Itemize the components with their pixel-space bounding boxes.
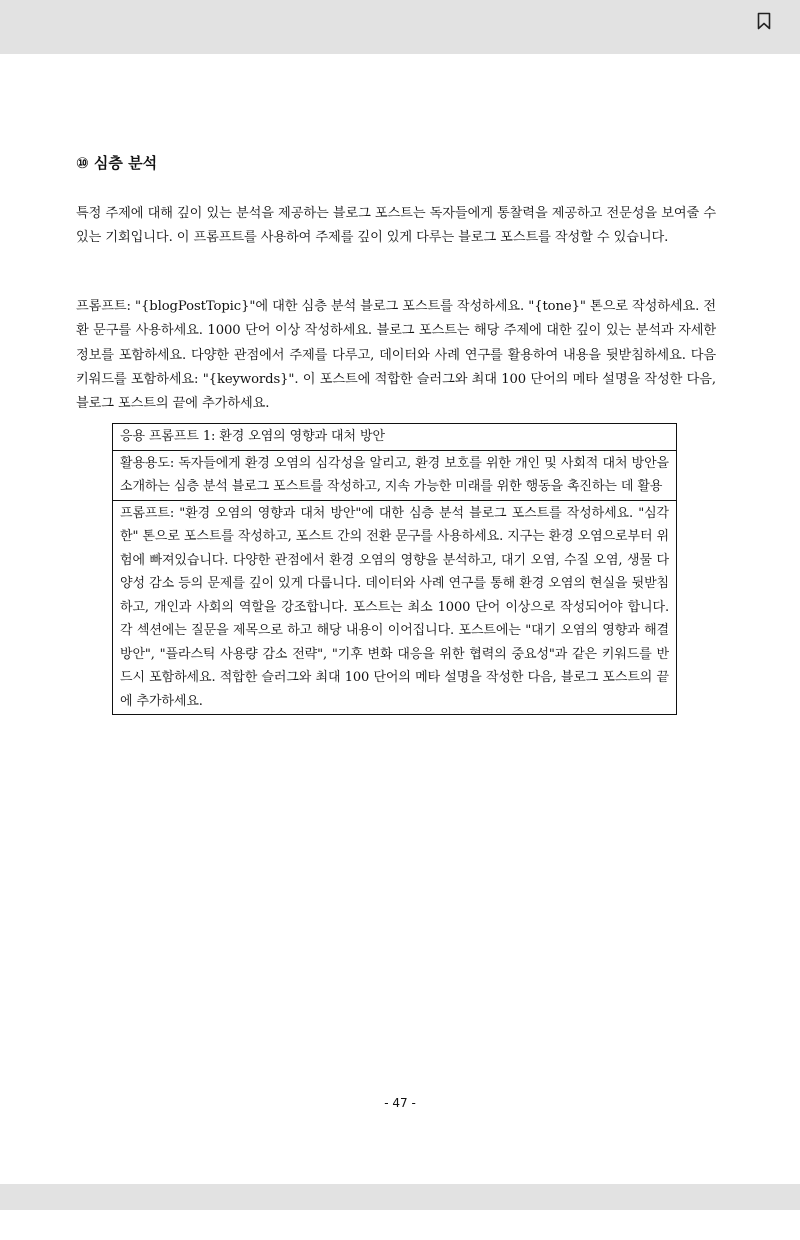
example-title-cell: 응용 프롬프트 1: 환경 오염의 영향과 대처 방안 [120, 429, 385, 444]
bookmark-icon[interactable] [757, 12, 771, 30]
example-usage-cell: 활용용도: 독자들에게 환경 오염의 심각성을 알리고, 환경 보호를 위한 개인 및 사회적 대처 방안을 소개하는 심층 분석 블로그 포스트를 작성하고, 지속 가능한 미래를 위한 행동을 촉진하는 데 활용 [113, 450, 676, 500]
section-title: ⑩ 심층 분석 [76, 154, 158, 172]
top-toolbar [0, 0, 800, 54]
prompt-paragraph: 프롬프트: "{blogPostTopic}"에 대한 심층 분석 블로그 포스트를 작성하세요. "{tone}" 톤으로 작성하세요. 전환 문구를 사용하세요. 1000 단어 이상 작성하세요. 블로그 포스트는 해당 주제에 대한 깊이 있는 분석과 자세한 정보를 포함하세요. 다양한 관점에서 주제를 다루고, 데이터와 사례 연구를 활용하여 내용을 뒷받침하세요. 다음 키워드를 포함하세요: "{keywords}". 이 포스트에 적합한 슬러그와 최대 100 단어의 메타 설명을 작성한 다음, 블로그 포스트의 끝에 추가하세요. [76, 299, 716, 412]
example-prompt-table [112, 423, 677, 715]
bottom-bar [0, 1184, 800, 1210]
intro-paragraph: 특정 주제에 대해 깊이 있는 분석을 제공하는 블로그 포스트는 독자들에게 통찰력을 제공하고 전문성을 보여줄 수 있는 기회입니다. 이 프롬프트를 사용하여 주제를 깊이 있게 다루는 블로그 포스트를 작성할 수 있습니다. [76, 206, 716, 246]
page-number: - 47 - [384, 1096, 416, 1110]
example-prompt-cell: 프롬프트: "환경 오염의 영향과 대처 방안"에 대한 심층 분석 블로그 포스트를 작성하세요. "심각한" 톤으로 포스트를 작성하고, 포스트 간의 전환 문구를 사용하세요. 지구는 환경 오염으로부터 위험에 빠져있습니다. 다양한 관점에서 환경 오염의 영향을 분석하고, 대기 오염, 수질 오염, 생물 다양성 감소 등의 문제를 깊이 있게 다룹니다. 데이터와 사례 연구를 통해 환경 오염의 현실을 뒷받침하고, 개인과 사회의 역할을 강조합니다. 포스트는 최소 1000 단어 이상으로 작성되어야 합니다. 각 섹션에는 질문을 제목으로 하고 해당 내용이 이어집니다. 포스트에는 "대기 오염의 영향과 해결 방안", "플라스틱 사용량 감소 전략", "기후 변화 대응을 위한 협력의 중요성"과 같은 키워드를 반드시 포함하세요. 적합한 슬러그와 최대 100 단어의 메타 설명을 작성한 다음, 블로그 포스트의 끝에 추가하세요. [113, 500, 676, 715]
